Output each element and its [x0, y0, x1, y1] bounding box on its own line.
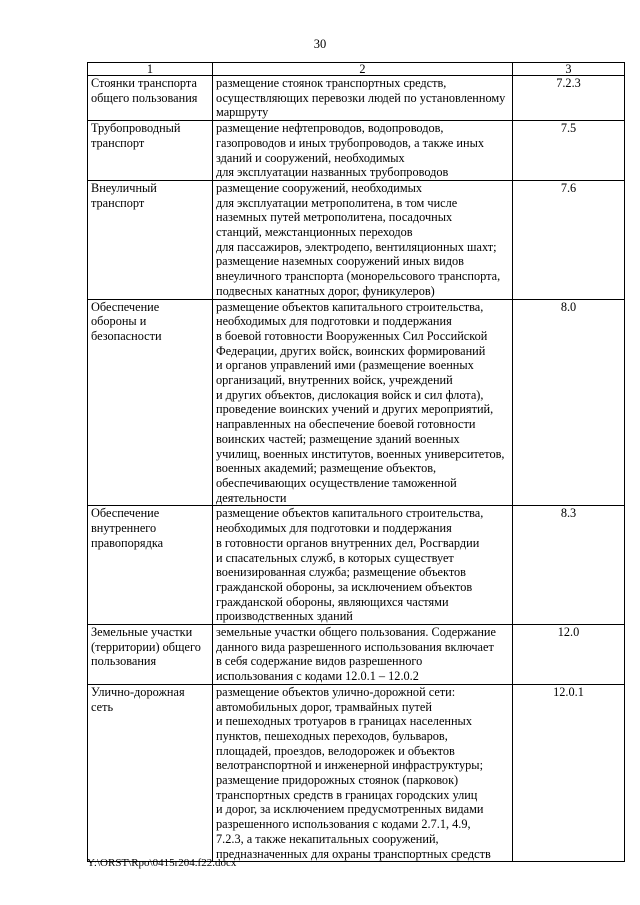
- land-use-description-cell: [213, 76, 513, 121]
- land-use-description-cell: [213, 506, 513, 625]
- land-use-name-line: обороны и: [91, 314, 147, 329]
- land-use-description-line: земельные участки общего пользования. Содержание: [216, 625, 496, 640]
- land-use-code-cell: 8.0: [513, 299, 625, 506]
- land-use-name-line: сеть: [91, 699, 114, 714]
- land-use-name-cell: [88, 76, 213, 121]
- land-use-description-line: производственных зданий: [216, 609, 353, 624]
- land-use-description-line: необходимых для подготовки и поддержания: [216, 521, 452, 536]
- land-use-name-line: Внеуличный: [91, 180, 157, 195]
- land-use-name-line: внутреннего: [91, 521, 157, 536]
- land-use-description-line: пунктов, пешеходных переходов, бульваров,: [216, 728, 448, 743]
- land-use-description-line: площадей, проездов, велодорожек и объектов: [216, 743, 455, 758]
- land-use-description-line: размещение наземных сооружений иных видов: [216, 254, 464, 269]
- land-use-name-line: Трубопроводный: [91, 121, 181, 136]
- land-use-description-line: автомобильных дорог, трамвайных путей: [216, 699, 432, 714]
- table-header-row: [88, 63, 625, 76]
- land-use-description-line: и дорог, за исключением предусмотренных видами: [216, 802, 484, 817]
- land-use-description-line: военизированная служба; размещение объектов: [216, 565, 466, 580]
- land-use-name-line: Обеспечение: [91, 299, 160, 314]
- land-use-description-line: велотранспортной и инженерной инфраструктуры;: [216, 758, 483, 773]
- column-header-3: 3: [513, 63, 625, 76]
- page-number: 30: [313, 37, 327, 51]
- land-use-description-line: газопроводов и иных трубопроводов, а также иных: [216, 135, 484, 150]
- land-use-description-line: транспортных средств в границах городских улиц: [216, 787, 478, 802]
- land-use-code-cell: 8.3: [513, 506, 625, 625]
- land-use-description-line: организаций, внутренних войск, учреждений: [216, 373, 453, 388]
- land-use-name-cell: [88, 625, 213, 685]
- land-use-description-cell: [213, 180, 513, 299]
- land-use-description-line: гражданской обороны, являющихся частями: [216, 594, 449, 609]
- land-use-description-line: данного вида разрешенного использования включает: [216, 639, 494, 654]
- land-use-name-line: безопасности: [91, 328, 162, 343]
- land-use-description-line: направленных на обеспечение боевой готовности: [216, 417, 476, 432]
- land-use-description-line: обеспечивающих осуществление таможенной: [216, 475, 457, 490]
- land-use-description-line: и пешеходных тротуаров в границах населенных: [216, 714, 472, 729]
- land-use-name-cell: [88, 506, 213, 625]
- land-use-code-cell: 7.6: [513, 180, 625, 299]
- land-use-description-line: Федерации, других войск, воинских формирований: [216, 343, 486, 358]
- land-use-description-line: размещение объектов капитального строительства,: [216, 299, 484, 314]
- land-use-description-line: в боевой готовности Вооруженных Сил Российской: [216, 328, 488, 343]
- land-use-description-line: необходимых для подготовки и поддержания: [216, 314, 452, 329]
- table-row: [88, 506, 625, 625]
- land-use-code-cell: 7.5: [513, 121, 625, 181]
- land-use-name-line: транспорт: [91, 135, 145, 150]
- land-use-name-line: общего пользования: [91, 90, 198, 105]
- land-use-description-line: размещение стоянок транспортных средств,: [216, 76, 447, 90]
- column-header-1: 1: [88, 63, 213, 76]
- land-use-description-cell: [213, 625, 513, 685]
- land-use-code-cell: 12.0: [513, 625, 625, 685]
- table-row: [88, 684, 625, 861]
- land-use-description-line: для эксплуатации названных трубопроводов: [216, 165, 449, 180]
- land-use-code-cell: 7.2.3: [513, 76, 625, 121]
- table-row: [88, 180, 625, 299]
- land-use-description-line: деятельности: [216, 490, 287, 505]
- land-use-description-line: в себя содержание видов разрешенного: [216, 654, 423, 669]
- land-use-description-cell: [213, 121, 513, 181]
- footer-file-path: Y:\ORST\Rpo\0415r204.f22.docx: [87, 857, 237, 869]
- land-use-name-line: (территории) общего: [91, 639, 201, 654]
- land-use-description-line: размещение нефтепроводов, водопроводов,: [216, 121, 444, 136]
- land-use-description-line: станций, межстанционных переходов: [216, 225, 413, 240]
- land-use-name-cell: [88, 299, 213, 506]
- land-use-description-line: воинских частей; размещение зданий военных: [216, 431, 460, 446]
- land-use-code-cell: 12.0.1: [513, 684, 625, 861]
- land-use-description-line: проведение воинских учений и других мероприятий,: [216, 402, 494, 417]
- land-use-name-line: Земельные участки: [91, 625, 193, 640]
- land-use-name-cell: [88, 684, 213, 861]
- land-use-description-line: размещение сооружений, необходимых: [216, 180, 423, 195]
- table-row: [88, 299, 625, 506]
- land-use-description-line: для пассажиров, электродепо, вентиляционных шахт;: [216, 239, 497, 254]
- land-use-description-line: военных академий; размещение объектов,: [216, 461, 437, 476]
- land-use-description-line: в готовности органов внутренних дел, Росгвардии: [216, 535, 480, 550]
- land-use-description-line: для эксплуатации метрополитена, в том числе: [216, 195, 458, 210]
- land-use-description-line: 7.2.3, а также некапитальных сооружений,: [216, 831, 439, 846]
- land-use-name-line: Обеспечение: [91, 506, 160, 521]
- land-use-description-line: и других объектов, дислокация войск и сил флота),: [216, 387, 484, 402]
- land-use-name-line: пользования: [91, 654, 157, 669]
- land-use-description-line: зданий и сооружений, необходимых: [216, 150, 405, 165]
- land-use-description-line: предназначенных для охраны транспортных средств: [216, 846, 491, 861]
- land-use-name-line: транспорт: [91, 195, 145, 210]
- land-use-description-cell: [213, 684, 513, 861]
- land-use-name-line: Улично-дорожная: [91, 684, 185, 699]
- land-use-description-line: осуществляющих перевозки людей по установленному: [216, 90, 506, 105]
- land-use-name-line: Стоянки транспорта: [91, 76, 197, 90]
- land-use-description-line: наземных путей метрополитена, посадочных: [216, 210, 453, 225]
- table-row: [88, 76, 625, 121]
- land-use-description-line: и спасательных служб, в которых существует: [216, 550, 454, 565]
- land-use-name-cell: [88, 180, 213, 299]
- land-use-name-line: правопорядка: [91, 535, 164, 550]
- land-use-description-line: гражданской обороны, за исключением объектов: [216, 579, 473, 594]
- column-header-2: 2: [213, 63, 513, 76]
- land-use-description-line: размещение придорожных стоянок (парковок): [216, 773, 459, 788]
- table-row: [88, 625, 625, 685]
- land-use-description-line: подвесных канатных дорог, фуникулеров): [216, 283, 435, 298]
- land-use-description-cell: [213, 299, 513, 506]
- table-row: [88, 121, 625, 181]
- land-use-description-line: использования с кодами 12.0.1 – 12.0.2: [216, 669, 419, 684]
- land-use-description-line: размещение объектов улично-дорожной сети:: [216, 684, 456, 699]
- land-use-description-line: училищ, военных институтов, военных университетов,: [216, 446, 505, 461]
- land-use-description-line: разрешенного использования с кодами 2.7.1, 4.9,: [216, 817, 471, 832]
- land-use-description-line: внеуличного транспорта (монорельсового транспорта,: [216, 269, 501, 284]
- land-use-description-line: и органов управлений ими (размещение военных: [216, 358, 474, 373]
- land-use-description-line: маршруту: [216, 105, 269, 120]
- land-use-description-line: размещение объектов капитального строительства,: [216, 506, 484, 521]
- land-use-table: [87, 62, 625, 862]
- land-use-name-cell: [88, 121, 213, 181]
